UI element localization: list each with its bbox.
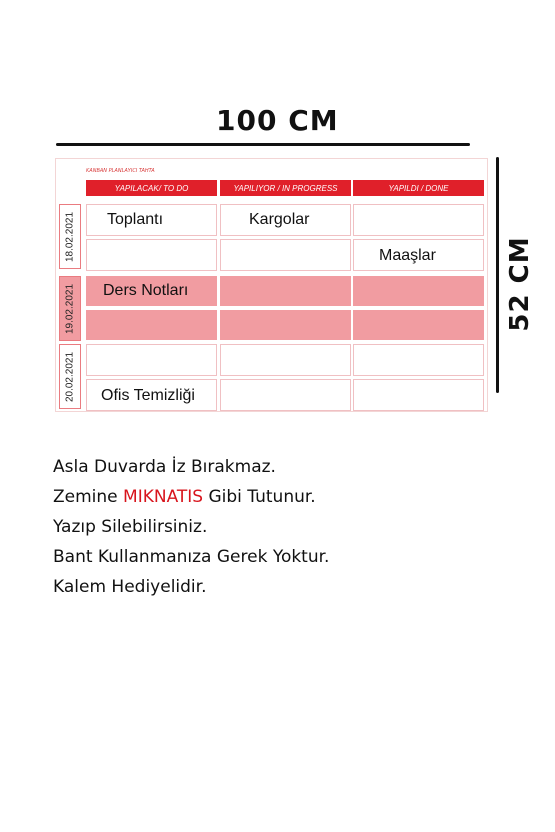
height-label: 52 CM — [505, 236, 535, 332]
cell-r3-todo[interactable] — [86, 276, 217, 306]
cell-r5-done[interactable] — [353, 344, 484, 376]
feature-text: Zemine — [53, 487, 124, 507]
feature-line: Bant Kullanmanıza Gerek Yoktur. — [53, 547, 330, 567]
feature-line: Kalem Hediyelidir. — [53, 577, 207, 597]
width-label: 100 CM — [216, 104, 339, 137]
date-cell-2 — [59, 276, 81, 341]
feature-line: Asla Duvarda İz Bırakmaz. — [53, 457, 276, 477]
cell-r6-done[interactable] — [353, 379, 484, 411]
kanban-board — [55, 158, 488, 412]
date-label-1: 18.02.2021 — [64, 211, 76, 262]
column-header-in-progress: YAPILIYOR / IN PROGRESS — [220, 180, 351, 196]
feature-line — [53, 486, 329, 516]
feature-list — [53, 456, 329, 606]
cell-r1-todo[interactable] — [86, 204, 217, 236]
width-dimension-line — [56, 143, 470, 146]
magnet-highlight: MIKNATIS — [123, 487, 204, 507]
column-header-todo: YAPILACAK/ TO DO — [86, 180, 217, 196]
cell-r6-todo[interactable] — [86, 379, 217, 411]
cell-r1-progress[interactable] — [220, 204, 351, 236]
cell-r4-done[interactable] — [353, 310, 484, 340]
date-label-3: 20.02.2021 — [64, 351, 76, 402]
task-ders-notlari: Ders Notları — [103, 282, 189, 299]
height-label-wrap — [503, 236, 537, 332]
task-ofis-temizligi: Ofis Temizliği — [101, 387, 195, 404]
board-title: KANBAN PLANLAYICI TAHTA — [86, 168, 155, 174]
height-dimension-line — [496, 157, 499, 393]
task-toplanti: Toplantı — [107, 211, 164, 228]
cell-r3-done[interactable] — [353, 276, 484, 306]
cell-r2-done[interactable] — [353, 239, 484, 271]
date-cell-1 — [59, 204, 81, 269]
cell-r4-todo[interactable] — [86, 310, 217, 340]
column-header-done: YAPILDI / DONE — [353, 180, 484, 196]
cell-r5-progress[interactable] — [220, 344, 351, 376]
cell-r2-progress[interactable] — [220, 239, 351, 271]
date-label-2: 19.02.2021 — [64, 283, 76, 334]
cell-r6-progress[interactable] — [220, 379, 351, 411]
cell-r5-todo[interactable] — [86, 344, 217, 376]
date-cell-3 — [59, 344, 81, 409]
cell-r4-progress[interactable] — [220, 310, 351, 340]
task-maaslar: Maaşlar — [379, 247, 436, 264]
feature-text: Gibi Tutunur. — [203, 487, 316, 507]
feature-line: Yazıp Silebilirsiniz. — [53, 517, 208, 537]
task-kargolar: Kargolar — [249, 211, 310, 228]
cell-r3-progress[interactable] — [220, 276, 351, 306]
cell-r1-done[interactable] — [353, 204, 484, 236]
cell-r2-todo[interactable] — [86, 239, 217, 271]
